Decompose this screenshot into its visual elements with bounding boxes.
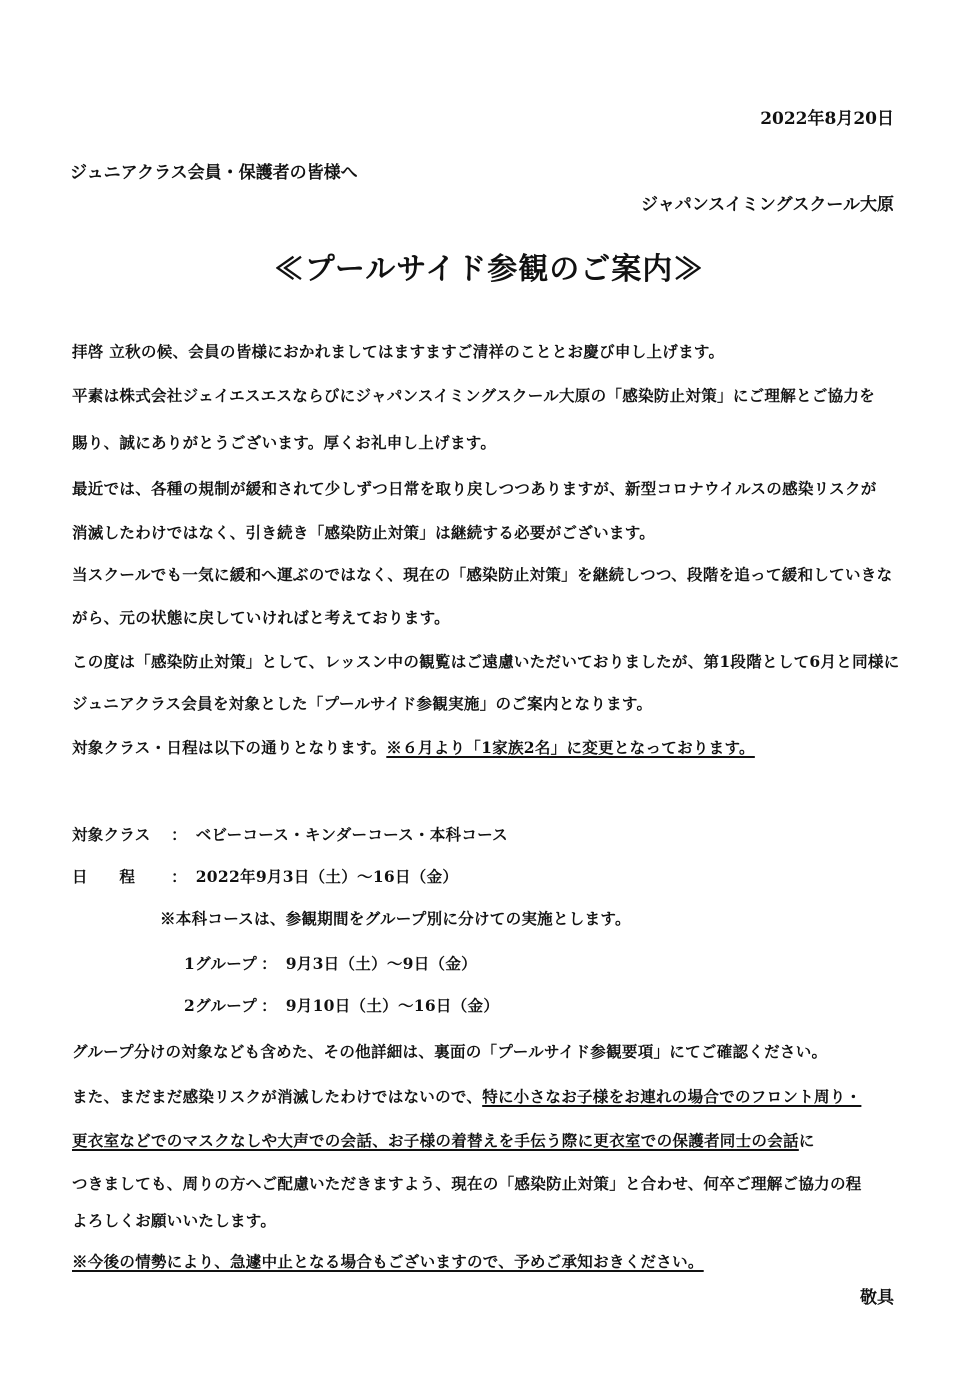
body-line: つきましても、周りの方へご配慮いただきますよう、現在の「感染防止対策」と合わせ、何卒ご理解ご協力の程 (72, 1174, 862, 1193)
class-row (72, 823, 508, 845)
group-period: 9月3日（土）～9日（金） (285, 954, 477, 973)
class-label: 対象クラス (72, 825, 151, 844)
body-line (72, 736, 755, 758)
class-value: ベビーコース・キンダーコース・本科コース (195, 825, 508, 844)
schedule-value: 2022年9月3日（土）～16日（金） (195, 867, 459, 886)
body-text: また、まだまだ感染リスクが消滅したわけではないので、 (72, 1087, 483, 1106)
colon: ： (171, 825, 187, 844)
colon: ： (171, 867, 187, 886)
group-row (184, 952, 477, 974)
body-line: がら、元の状態に戻していければと考えております。 (72, 608, 450, 627)
body-line: 当スクールでも一気に緩和へ運ぶのではなく、現在の「感染防止対策」を継続しつつ、段階を追って緩和していきな (72, 565, 893, 584)
body-line (72, 1085, 861, 1107)
body-text: に (798, 1131, 815, 1150)
body-line: 賜り、誠にありがとうございます。厚くお礼申し上げます。 (72, 433, 497, 452)
body-line: 最近では、各種の規制が緩和されて少しずつ日常を取り戻しつつありますが、新型コロナウイルスの感染リスクが (72, 479, 877, 498)
page-title: ≪プールサイド参観のご案内≫ (273, 252, 705, 287)
emphasis-text: 特に小さなお子様をお連れの場合でのフロント周り・ (482, 1087, 862, 1106)
issue-date: 2022年8月20日 (760, 109, 894, 129)
greeting-paragraph: 拝啓 立秋の候、会員の皆様におかれましてはますますご清祥のこととお慶び申し上げます。 (72, 342, 725, 361)
recipient-line: ジュニアクラス会員・保護者の皆様へ (70, 163, 358, 183)
group-label: 2グループ (184, 996, 258, 1015)
body-line: ジュニアクラス会員を対象とした「プールサイド参観実施」のご案内となります。 (72, 694, 653, 713)
emphasis-text: 更衣室などでのマスクなしや大声での会話、お子様の着替えを手伝う際に更衣室での保護者同士の会話 (72, 1131, 799, 1150)
body-text: 対象クラス・日程は以下の通りとなります。 (72, 738, 387, 757)
cancellation-warning: ※今後の情勢により、急遽中止となる場合もございますので、予めご承知おきください。 (72, 1252, 704, 1271)
colon: ： (261, 954, 277, 973)
schedule-row (72, 865, 458, 887)
body-line: 消滅したわけではなく、引き続き「感染防止対策」は継続する必要がございます。 (72, 523, 656, 542)
body-line (72, 1129, 815, 1151)
group-label: 1グループ (184, 954, 258, 973)
closing-word: 敬具 (860, 1288, 894, 1308)
group-row (184, 994, 499, 1016)
body-line: この度は「感染防止対策」として、レッスン中の観覧はご遠慮いただいておりましたが、第1段階として6月と同様に (72, 652, 900, 671)
family-limit-note: ※６月より「1家族2名」に変更となっております。 (386, 738, 755, 757)
body-line: よろしくお願いいたします。 (72, 1211, 277, 1230)
body-line: 平素は株式会社ジェイエスエスならびにジャパンスイミングスクール大原の「感染防止対策」にご理解とご協力を (72, 386, 876, 405)
group-note: ※本科コースは、参観期間をグループ別に分けての実施とします。 (160, 909, 631, 928)
sender-line: ジャパンスイミングスクール大原 (641, 195, 894, 215)
group-period: 9月10日（土）～16日（金） (285, 996, 500, 1015)
colon: ： (261, 996, 277, 1015)
schedule-label: 日 程 (72, 867, 136, 886)
body-line: グループ分けの対象なども含めた、その他詳細は、裏面の「プールサイド参観要項」にてご確認ください。 (72, 1042, 828, 1061)
